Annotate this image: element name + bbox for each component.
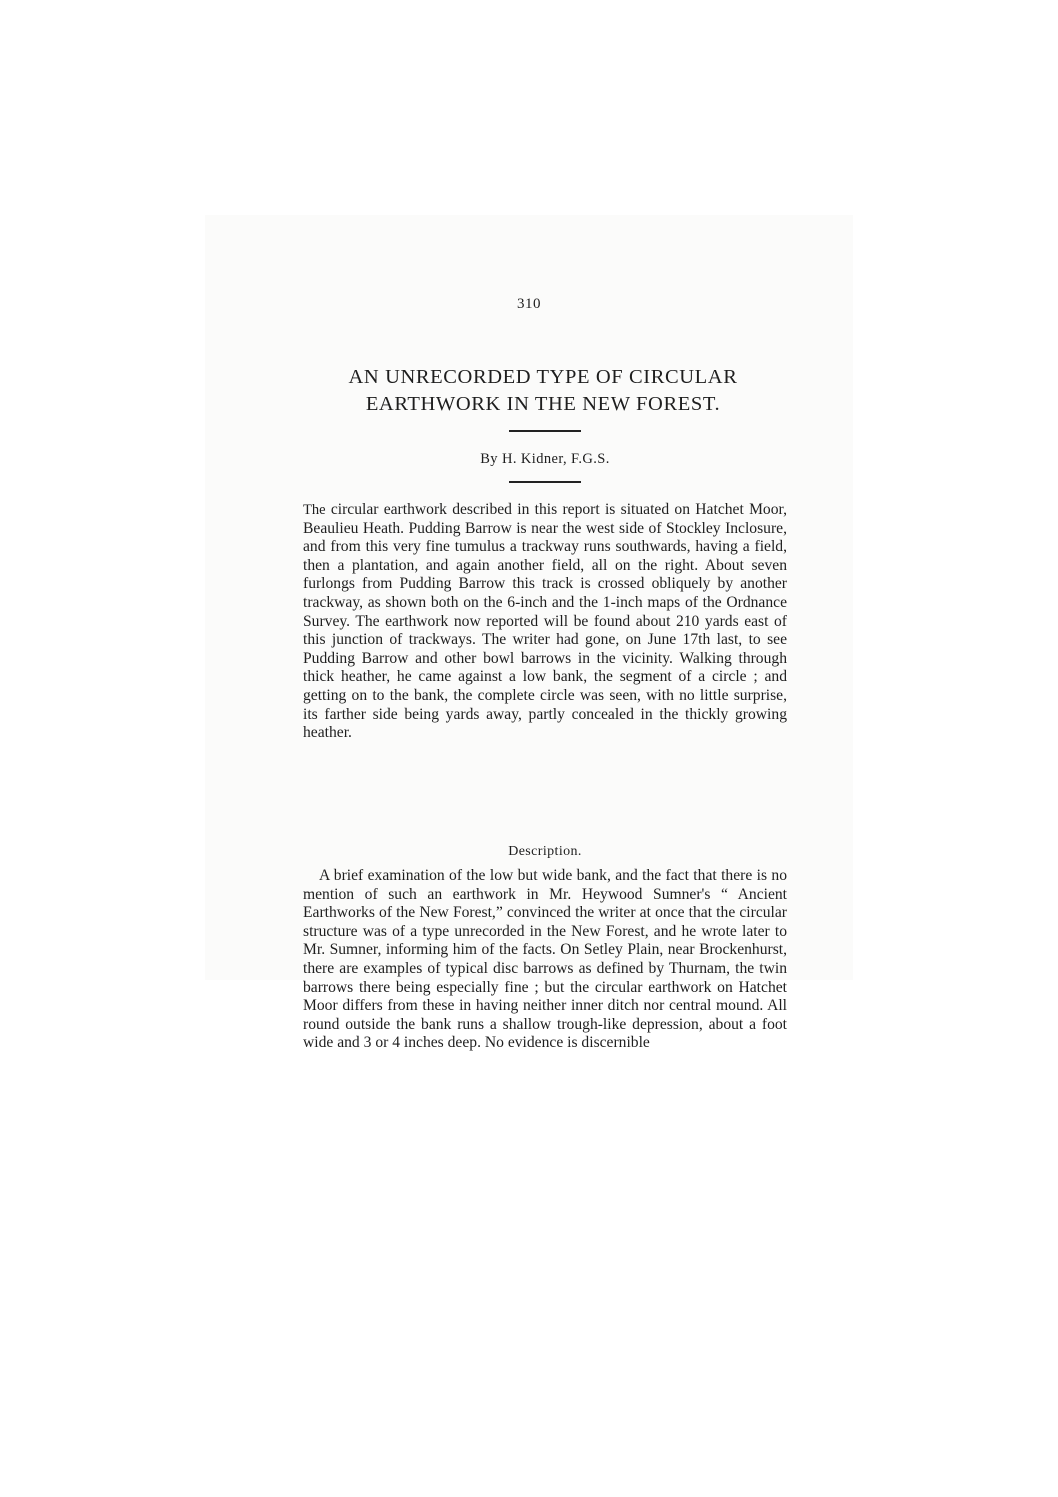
title-rule xyxy=(509,430,581,432)
byline: By H. Kidner, F.G.S. xyxy=(480,451,610,467)
title-line-1: AN UNRECORDED TYPE OF CIRCULAR xyxy=(348,366,738,388)
intro-text: circular earthwork described in this report is situated on Hatchet Moor, Beaulieu Heath. Pudding Barrow is near the west side of Stockley Inclosure, and from this very fine tumulus a trackway runs southwards, having a field, then a plantation, and again another field, all on the right. About seven furlongs from Pudding Barrow this track is crossed obliquely by another trackway, as shown both on the 6-inch and the 1-inch maps of the Ordnance Survey. The earthwork now reported will be found about 210 yards east of this junction of trackways. The writer had gone, on June 17th last, to see Pudding Barrow and other bowl barrows in the vicinity. Walking through thick heather, he came against a low bank, the segment of a circle ; and getting on to the bank, the complete circle was seen, with no little surprise, its farther side being yards away, partly concealed in the thickly growing heather. xyxy=(303,501,787,742)
page-number: 310 xyxy=(517,296,541,312)
article-title xyxy=(300,364,786,418)
description-paragraph: A brief examination of the low but wide bank, and the fact that there is no mention of such an earthwork in Mr. Heywood Sumner's “ Ancient Earthworks of the New Forest,” convinced the writer at once that the circular structure was of a type unrecorded in the New Forest, and he wrote later to Mr. Sumner, informing him of the facts. On Setley Plain, near Brockenhurst, there are examples of typical disc barrows as defined by Thurnam, the twin barrows there being especially fine ; but the circular earthwork on Hatchet Moor differs from these in having neither inner ditch nor central mound. All round outside the bank runs a shallow trough-like depression, about a foot wide and 3 or 4 inches deep. No evidence is discernible xyxy=(303,867,787,1052)
intro-paragraph-block xyxy=(303,501,787,743)
intro-lead-word: The xyxy=(303,502,326,518)
byline-rule xyxy=(509,481,581,483)
description-paragraph-block xyxy=(303,867,787,1053)
title-line-2: EARTHWORK IN THE NEW FOREST. xyxy=(365,393,721,415)
intro-paragraph xyxy=(303,501,787,743)
section-heading: Description. xyxy=(508,844,582,859)
